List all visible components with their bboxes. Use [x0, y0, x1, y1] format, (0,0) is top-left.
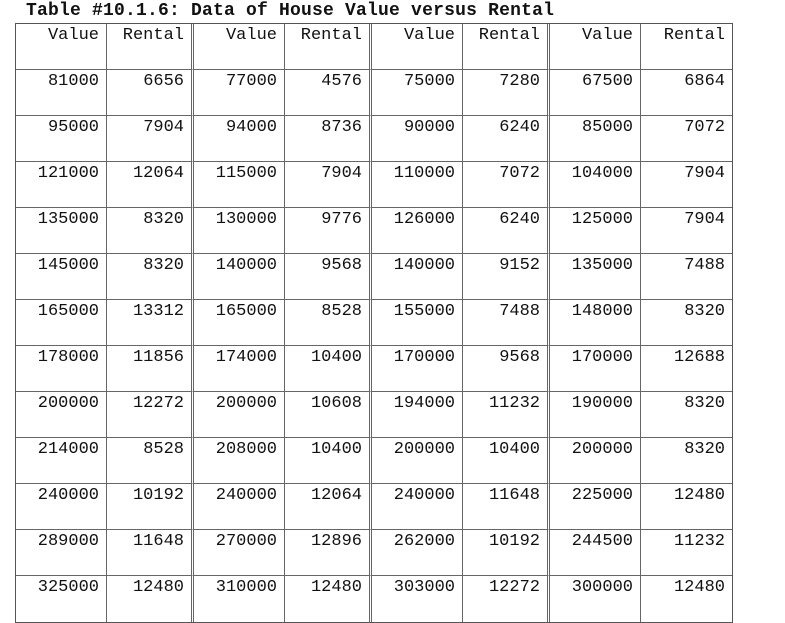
value-cell: 200000 — [550, 438, 641, 484]
value-cell: 300000 — [550, 576, 641, 622]
value-cell: 170000 — [550, 346, 641, 392]
value-cell: 125000 — [550, 208, 641, 254]
rental-cell: 9152 — [463, 254, 550, 300]
table-row — [16, 208, 732, 254]
value-cell: 140000 — [194, 254, 285, 300]
rental-cell: 7072 — [463, 162, 550, 208]
value-cell: 145000 — [16, 254, 107, 300]
value-cell: 194000 — [372, 392, 463, 438]
value-cell: 200000 — [16, 392, 107, 438]
rental-cell: 10400 — [463, 438, 550, 484]
table-row — [16, 530, 732, 576]
value-cell: 104000 — [550, 162, 641, 208]
value-cell: 148000 — [550, 300, 641, 346]
rental-cell: 12896 — [285, 530, 372, 576]
table-row — [16, 576, 732, 622]
rental-cell: 8320 — [107, 254, 194, 300]
value-cell: 121000 — [16, 162, 107, 208]
value-cell: 244500 — [550, 530, 641, 576]
table-row — [16, 70, 732, 116]
value-cell: 95000 — [16, 116, 107, 162]
rental-cell: 7488 — [463, 300, 550, 346]
value-cell: 190000 — [550, 392, 641, 438]
rental-cell: 10192 — [107, 484, 194, 530]
rental-cell: 7072 — [641, 116, 732, 162]
value-cell: 225000 — [550, 484, 641, 530]
rental-cell: 6864 — [641, 70, 732, 116]
value-cell: 170000 — [372, 346, 463, 392]
rental-cell: 12272 — [463, 576, 550, 622]
rental-cell: 12064 — [285, 484, 372, 530]
rental-cell: 12064 — [107, 162, 194, 208]
rental-cell: 12272 — [107, 392, 194, 438]
rental-cell: 8320 — [641, 392, 732, 438]
rental-cell: 8736 — [285, 116, 372, 162]
table-row — [16, 254, 732, 300]
rental-cell: 8320 — [641, 438, 732, 484]
rental-cell: 10192 — [463, 530, 550, 576]
value-cell: 289000 — [16, 530, 107, 576]
rental-cell: 12480 — [673, 578, 725, 597]
value-cell: 81000 — [16, 70, 107, 116]
column-header-rental: Rental — [107, 24, 194, 70]
rental-cell: 7488 — [641, 254, 732, 300]
value-cell: 214000 — [16, 438, 107, 484]
value-cell: 240000 — [16, 484, 107, 530]
value-cell: 178000 — [16, 346, 107, 392]
rental-cell: 6656 — [107, 70, 194, 116]
house-value-rental-table — [15, 23, 733, 623]
value-cell: 200000 — [372, 438, 463, 484]
value-cell: 110000 — [372, 162, 463, 208]
value-cell: 75000 — [372, 70, 463, 116]
value-cell: 174000 — [194, 346, 285, 392]
table-row — [16, 300, 732, 346]
rental-cell: 6240 — [463, 116, 550, 162]
value-cell: 262000 — [372, 530, 463, 576]
value-cell: 303000 — [372, 576, 463, 622]
value-cell: 130000 — [194, 208, 285, 254]
value-cell: 325000 — [16, 576, 107, 622]
table-row — [16, 346, 732, 392]
value-cell: 94000 — [194, 116, 285, 162]
rental-cell: 9568 — [463, 346, 550, 392]
value-cell: 135000 — [550, 254, 641, 300]
rental-cell: 9776 — [285, 208, 372, 254]
rental-cell: 12480 — [107, 576, 194, 622]
value-cell: 67500 — [550, 70, 641, 116]
column-header-rental: Rental — [285, 24, 372, 70]
value-cell: 115000 — [194, 162, 285, 208]
rental-cell: 11232 — [641, 530, 732, 576]
rental-cell: 10400 — [285, 438, 372, 484]
value-cell: 77000 — [194, 70, 285, 116]
rental-cell: 11648 — [107, 530, 194, 576]
table-header-row — [16, 24, 732, 70]
rental-cell: 10400 — [285, 346, 372, 392]
table-row — [16, 116, 732, 162]
value-cell: 90000 — [372, 116, 463, 162]
value-cell: 240000 — [194, 484, 285, 530]
value-cell: 155000 — [372, 300, 463, 346]
value-cell: 135000 — [16, 208, 107, 254]
value-cell: 126000 — [372, 208, 463, 254]
value-cell: 270000 — [194, 530, 285, 576]
value-cell: 310000 — [194, 576, 285, 622]
rental-cell: 4576 — [285, 70, 372, 116]
column-header-value: Value — [194, 24, 285, 70]
column-header-rental: Rental — [641, 24, 732, 70]
column-header-value: Value — [372, 24, 463, 70]
column-header-rental: Rental — [463, 24, 550, 70]
value-cell: 85000 — [550, 116, 641, 162]
rental-cell: 6240 — [463, 208, 550, 254]
value-cell: 200000 — [194, 392, 285, 438]
table-row — [16, 392, 732, 438]
table-caption: Table #10.1.6: Data of House Value versus Rental — [26, 1, 555, 21]
rental-cell: 10608 — [285, 392, 372, 438]
table-row — [16, 438, 732, 484]
rental-cell: 8528 — [285, 300, 372, 346]
rental-cell: 9568 — [285, 254, 372, 300]
rental-cell: 7280 — [463, 70, 550, 116]
rental-cell: 12688 — [641, 346, 732, 392]
table-row — [16, 484, 732, 530]
rental-cell: 7904 — [641, 208, 732, 254]
rental-cell: 8320 — [641, 300, 732, 346]
column-header-value: Value — [16, 24, 107, 70]
rental-cell: 11856 — [107, 346, 194, 392]
rental-cell: 11648 — [463, 484, 550, 530]
rental-cell: 13312 — [107, 300, 194, 346]
value-cell: 165000 — [16, 300, 107, 346]
rental-cell: 7904 — [641, 162, 732, 208]
rental-cell: 12480 — [641, 484, 732, 530]
value-cell: 140000 — [372, 254, 463, 300]
rental-cell: 7904 — [107, 116, 194, 162]
value-cell: 208000 — [194, 438, 285, 484]
rental-cell: 7904 — [285, 162, 372, 208]
rental-cell: 8528 — [107, 438, 194, 484]
value-cell: 240000 — [372, 484, 463, 530]
table-row — [16, 162, 732, 208]
value-cell: 165000 — [194, 300, 285, 346]
column-header-value: Value — [550, 24, 641, 70]
rental-cell: 8320 — [107, 208, 194, 254]
rental-cell: 11232 — [463, 392, 550, 438]
rental-cell: 12480 — [285, 576, 372, 622]
